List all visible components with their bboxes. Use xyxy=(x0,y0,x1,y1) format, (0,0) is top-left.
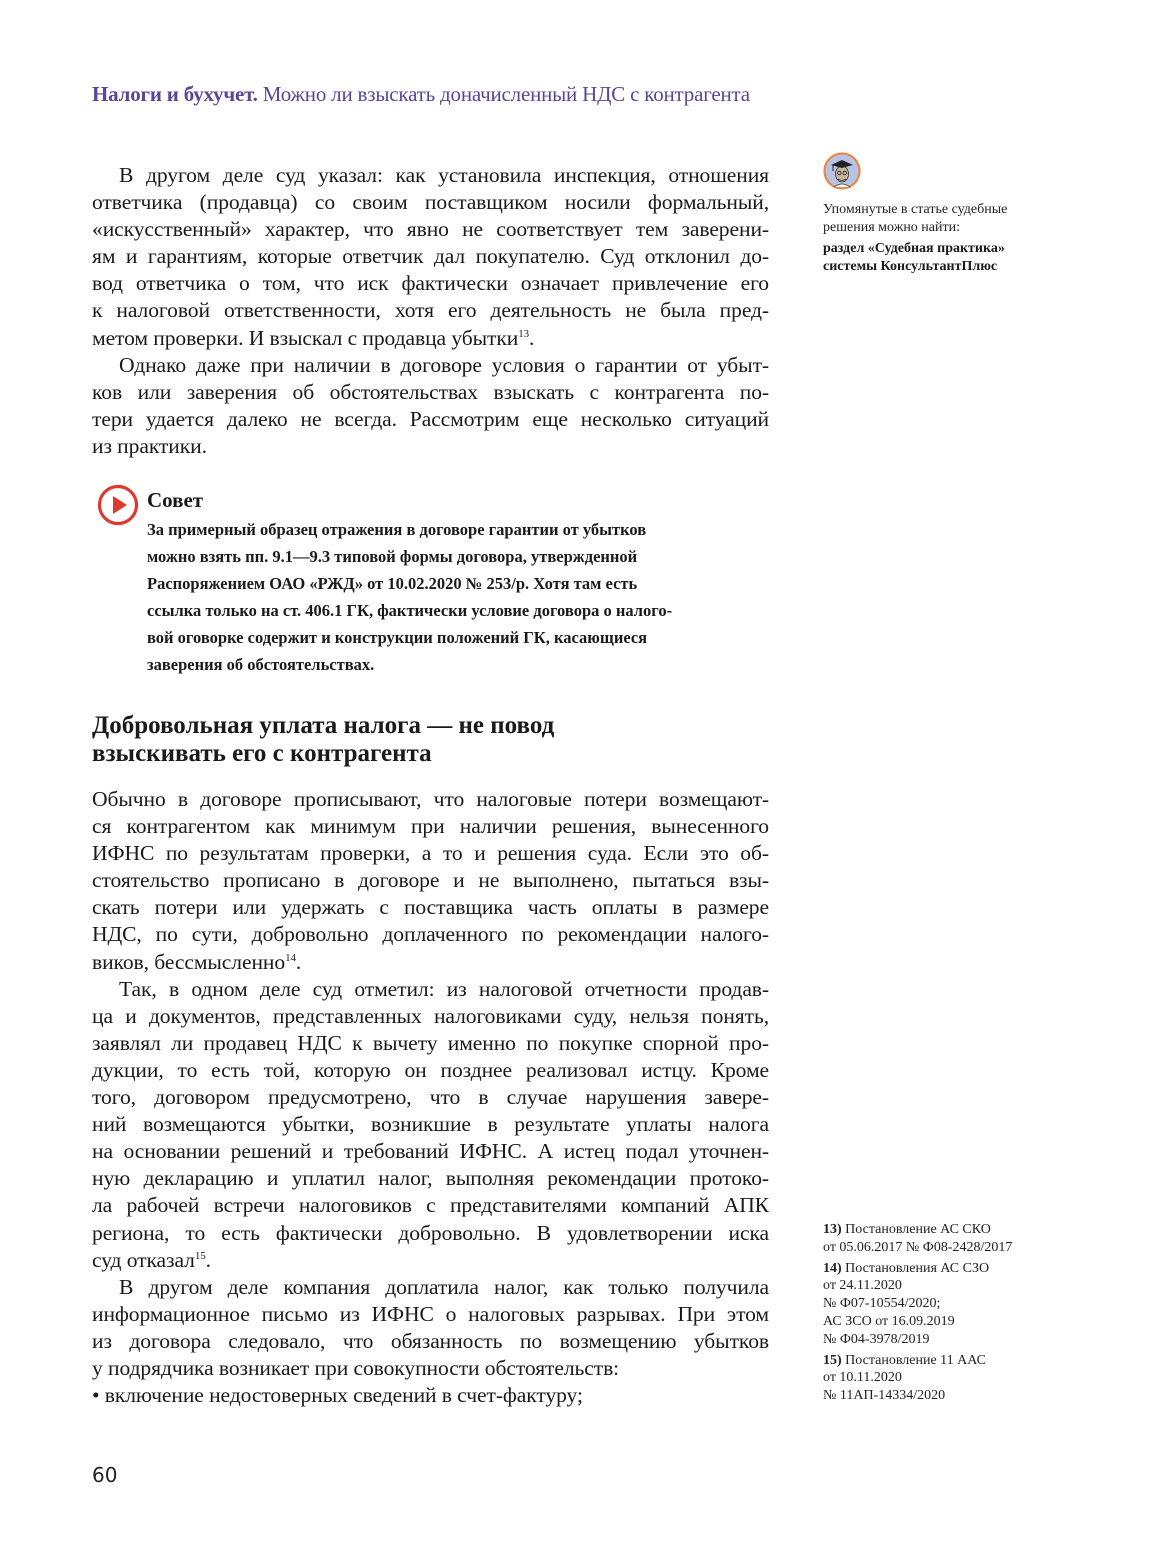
footnote-ref[interactable]: 13 xyxy=(518,327,530,340)
text-line: ков или заверения об обстоятельствах взыскать с контрагента по- xyxy=(92,379,769,404)
footnote-line: № 11АП-14334/2020 xyxy=(823,1388,946,1404)
text-line: скать потери или удержать с поставщика часть оплаты в размере xyxy=(92,895,769,920)
heading-line: Добровольная уплата налога — не повод xyxy=(92,712,555,739)
footnote xyxy=(823,1221,1063,1257)
footnote xyxy=(823,1260,1063,1349)
footnote-line: от 24.11.2020 xyxy=(823,1278,902,1294)
bullet-text: включение недостоверных сведений в счет-фактуру; xyxy=(104,1383,583,1408)
text-line: можно взять пп. 9.1—9.3 типовой формы договора, утвержденной xyxy=(147,547,638,566)
section-heading xyxy=(92,712,772,768)
text-line: региона, то есть фактически добровольно. В удовлетворении иска xyxy=(92,1220,769,1245)
play-circle-icon xyxy=(97,484,139,526)
text-line: Однако даже при наличии в договоре условия о гарантии от убыт- xyxy=(119,352,769,377)
running-head xyxy=(92,82,750,107)
text-line: В другом деле компания доплатила налог, как только получила xyxy=(119,1274,769,1299)
sidebar-source: раздел «Судебная практика» системы КонсультантПлюс xyxy=(823,241,1005,274)
text-fragment: . xyxy=(529,325,535,350)
footnote-line: АС ЗСО от 16.09.2019 xyxy=(823,1313,955,1329)
footnote xyxy=(823,1352,1063,1405)
text-line: ИФНС по результатам проверки, а то и решения суда. Если это об- xyxy=(92,841,769,866)
footnote-number: 15) xyxy=(823,1352,842,1368)
bullet-item xyxy=(92,1382,769,1409)
text-line: информационное письмо из ИФНС о налоговых разрывах. При этом xyxy=(92,1301,769,1326)
text-line: тери удается далеко не всегда. Рассмотрим еще несколько ситуаций xyxy=(92,406,769,431)
footnote-number: 14) xyxy=(823,1260,842,1276)
text-line: ца и документов, представленных налоговиками суду, нельзя понять, xyxy=(92,1003,769,1028)
text-line: ную декларацию и уплатил налог, выполняя рекомендации протоко- xyxy=(92,1166,769,1191)
text-fragment: суд отказал xyxy=(92,1247,195,1272)
text-line: ответчика (продавца) со своим поставщиком носили формальный, xyxy=(92,190,769,215)
running-head-section: Налоги и бухучет. xyxy=(92,82,258,106)
text-line: В другом деле суд указал: как установила инспекция, отношения xyxy=(119,163,769,187)
paragraph xyxy=(92,162,769,352)
footnote-line: № Ф04-3978/2019 xyxy=(823,1331,930,1347)
intro-text xyxy=(92,162,769,460)
footnote-line: Постановление 11 ААС xyxy=(845,1352,987,1368)
sidebar xyxy=(823,152,1053,276)
text-line: того, договором предусмотрено, что в случае нарушения завере- xyxy=(92,1085,769,1110)
text-line: на основании решений и требований ИФНС. А истец подал уточнен- xyxy=(92,1139,769,1164)
text-line: из договора следовало, что обязанность по возмещению убытков xyxy=(92,1328,769,1353)
footnotes xyxy=(823,1221,1063,1408)
text-line: ний возмещаются убытки, возникшие в результате уплаты налога xyxy=(92,1112,769,1137)
paragraph xyxy=(92,786,769,976)
paragraph xyxy=(92,976,769,1274)
footnote-line: от 10.11.2020 xyxy=(823,1370,902,1386)
footnote-ref[interactable]: 15 xyxy=(194,1249,206,1262)
footnote-line: Постановление АС СКО xyxy=(845,1222,991,1237)
footnote-number: 13) xyxy=(823,1222,842,1237)
text-line: За примерный образец отражения в договоре гарантии от убытков xyxy=(147,520,647,539)
footnote-line: Постановления АС СЗО xyxy=(845,1260,990,1276)
text-line xyxy=(92,325,769,352)
text-line: ла рабочей встречи налоговиков с представителями компаний АПК xyxy=(92,1193,769,1218)
text-line: заявлял ли продавец НДС к вычету именно по покупке спорной про- xyxy=(92,1030,769,1055)
paragraph xyxy=(92,1274,769,1382)
text-line: из практики. xyxy=(92,433,207,458)
footnote-line: № Ф07-10554/2020; xyxy=(823,1296,941,1312)
tip-title: Совет xyxy=(147,488,204,512)
paragraph xyxy=(92,352,769,460)
text-line: к налоговой ответственности, хотя его деятельность не была пред- xyxy=(92,298,769,323)
text-line: ям и гарантиям, которые ответчик дал покупателю. Суд отклонил до- xyxy=(92,244,769,269)
text-line: у подрядчика возникает при совокупности обстоятельств: xyxy=(92,1355,620,1380)
bullet-icon: • xyxy=(92,1383,105,1408)
footnote-line: от 05.06.2017 № Ф08-2428/2017 xyxy=(823,1239,1013,1255)
text-line: НДС, по сути, добровольно доплаченного по рекомендации налого- xyxy=(92,922,769,947)
text-line: ся контрагентом как минимум при наличии решения, вынесенного xyxy=(92,814,769,839)
text-fragment: метом проверки. И взыскал с продавца убытки xyxy=(92,325,519,350)
sidebar-note: Упомянутые в статье судебные решения можно найти: xyxy=(823,202,1008,235)
page-number: 60 xyxy=(92,1463,118,1487)
text-line xyxy=(92,1247,769,1274)
text-line: Обычно в договоре прописывают, что налоговые потери возмещают- xyxy=(92,787,769,811)
text-line: Так, в одном деле суд отметил: из налоговой отчетности продав- xyxy=(119,976,769,1001)
text-line: заверения об обстоятельствах. xyxy=(147,655,375,674)
text-line: стоятельство прописано в договоре и не выполнено, пытаться взы- xyxy=(92,868,769,893)
text-line: вод ответчика о том, что иск фактически означает привлечение его xyxy=(92,271,769,296)
body-text xyxy=(92,786,769,1409)
text-line: вой оговорке содержит и конструкции положений ГК, касающиеся xyxy=(147,628,648,647)
text-fragment: виков, бессмысленно xyxy=(92,949,286,974)
text-fragment: . xyxy=(205,1247,211,1272)
tip-body xyxy=(147,516,772,678)
text-line: ссылка только на ст. 406.1 ГК, фактически условие договора о налого- xyxy=(147,601,673,620)
text-fragment: . xyxy=(295,949,302,974)
text-line: Распоряжением ОАО «РЖД» от 10.02.2020 № 253/р. Хотя там есть xyxy=(147,574,638,593)
text-line xyxy=(92,949,769,976)
running-head-title: Можно ли взыскать доначисленный НДС с контрагента xyxy=(262,82,750,106)
professor-avatar-icon xyxy=(823,152,861,190)
footnote-ref[interactable]: 14 xyxy=(285,951,296,964)
bullet-list xyxy=(92,1382,769,1409)
text-line: «искусственный» характер, что явно не соответствует тем заверени- xyxy=(92,217,769,242)
text-line: дукции, то есть той, которую он позднее реализовал истцу. Кроме xyxy=(92,1057,769,1082)
heading-line: взыскивать его с контрагента xyxy=(92,740,432,767)
